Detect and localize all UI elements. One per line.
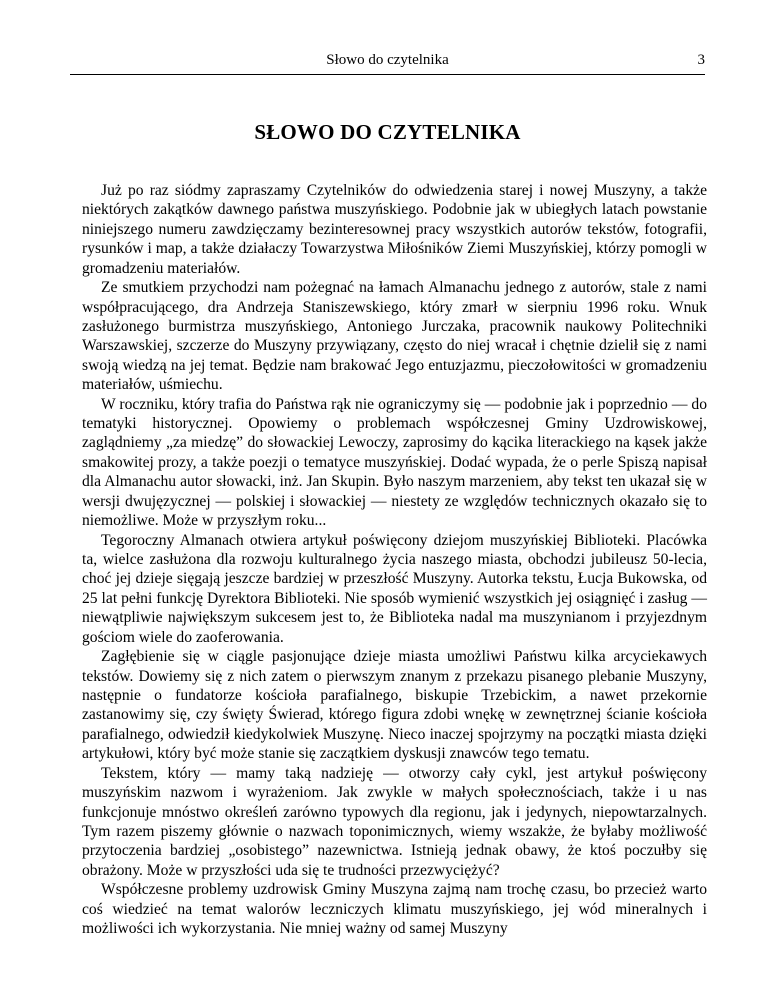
paragraph-4: Tegoroczny Almanach otwiera artykuł poświęcony dziejom muszyńskiej Biblioteki. Placówka ta, wielce zasłużona dla rozwoju kulturalnego życia naszego miasta, obchodzi jubileusz 50-lecia, choć jej dzieje sięgają jeszcze bardziej w przeszłość Muszyny. Autorka tekstu, Łucja Bukowska, od 25 lat pełni funkcję Dyrektora Biblioteki. Nie sposób wymienić wszystkich jej osiągnięć i zasług — niewątpliwie największym sukcesem jest to, że Biblioteka nadal ma muszynianom i przyjezdnym gościom wiele do zaoferowania. <box>82 531 707 646</box>
running-title: Słowo do czytelnika <box>326 52 449 68</box>
chapter-title: SŁOWO DO CZYTELNIKA <box>254 120 521 144</box>
running-header <box>70 52 705 72</box>
paragraph-7: Współczesne problemy uzdrowisk Gminy Muszyna zajmą nam trochę czasu, bo przecież warto coś wiedzieć na temat walorów leczniczych klimatu muszyńskiego, jej wód mineralnych i możliwości ich wykorzystania. Nie mniej ważny od samej Muszyny <box>82 881 707 938</box>
body-text <box>82 181 707 938</box>
paragraph-2: Ze smutkiem przychodzi nam pożegnać na łamach Almanachu jednego z autorów, stale z nami współpracującego, dra Andrzeja Staniszewskiego, który zmarł w sierpniu 1996 roku. Wnuk zasłużonego burmistrza muszyńskiego, Antoniego Jurczaka, pracownik naukowy Politechniki Warszawskiej, szczerze do Muszyny przywiązany, często do niej wracał i chętnie dzielił się z nami swoją wiedzą na jej temat. Będzie nam brakować Jego entuzjazmu, pieczołowitości w gromadzeniu materiałów, uśmiechu. <box>82 279 707 394</box>
paragraph-5: Zagłębienie się w ciągle pasjonujące dzieje miasta umożliwi Państwu kilka arcyciekawych tekstów. Dowiemy się z nich zatem o pierwszym znanym z przekazu pisanego plebanie Muszyny, następnie o fundatorze kościoła parafialnego, biskupie Trzebickim, a nawet przekornie zastanowimy się, czy święty Świerad, którego figura zdobi wnękę w zewnętrznej ścianie kościoła parafialnego, odwiedził kiedykolwiek Muszynę. Nieco inaczej spojrzymy na początki miasta dzięki artykułowi, który być może stanie się zaczątkiem dyskusji znawców tego tematu. <box>82 648 707 763</box>
paragraph-3: W roczniku, który trafia do Państwa rąk nie ograniczymy się — podobnie jak i poprzednio — do tematyki historycznej. Opowiemy o problemach współczesnej Gminy Uzdrowiskowej, zaglądniemy „za miedzę” do słowackiej Lewoczy, zaprosimy do kącika literackiego na kąsek jakże smakowitej prozy, a także poezji o tematyce muszyńskiej. Dodać wypada, że o perle Spiszą napisał dla Almanachu autor słowacki, inż. Jan Skupin. Było naszym marzeniem, aby tekst ten ukazał się w wersji dwujęzycznej — polskiej i słowackiej — niestety ze względów technicznych okazało się to niemożliwe. Może w przyszłym roku... <box>82 395 707 530</box>
paragraph-1: Już po raz siódmy zapraszamy Czytelników do odwiedzenia starej i nowej Muszyny, a także niektórych zakątków dawnego państwa muszyńskiego. Podobnie jak w ubiegłych latach powstanie niniejszego numeru zawdzięczamy bezinteresownej pracy wszystkich autorów tekstów, fotografii, rysunków i map, a także działaczy Towarzystwa Miłośników Ziemi Muszyńskiej, którzy pomogli w gromadzeniu materiałów. <box>82 182 707 277</box>
header-rule <box>70 74 705 75</box>
page-number: 3 <box>697 52 705 68</box>
paragraph-6: Tekstem, który — mamy taką nadzieję — otworzy cały cykl, jest artykuł poświęcony muszyńskim nazwom i wyrażeniom. Jak zwykle w małych społecznościach, także i u nas funkcjonuje mnóstwo określeń zarówno typowych dla regionu, jak i jedynych, niepowtarzalnych. Tym razem piszemy głównie o nazwach toponimicznych, wiemy wszakże, że byłaby możliwość przytoczenia bardziej „osobistego” nazewnictwa. Istnieją jednak obawy, że ktoś poczułby się obrażony. Może w przyszłości uda się te trudności przezwyciężyć? <box>82 764 707 879</box>
